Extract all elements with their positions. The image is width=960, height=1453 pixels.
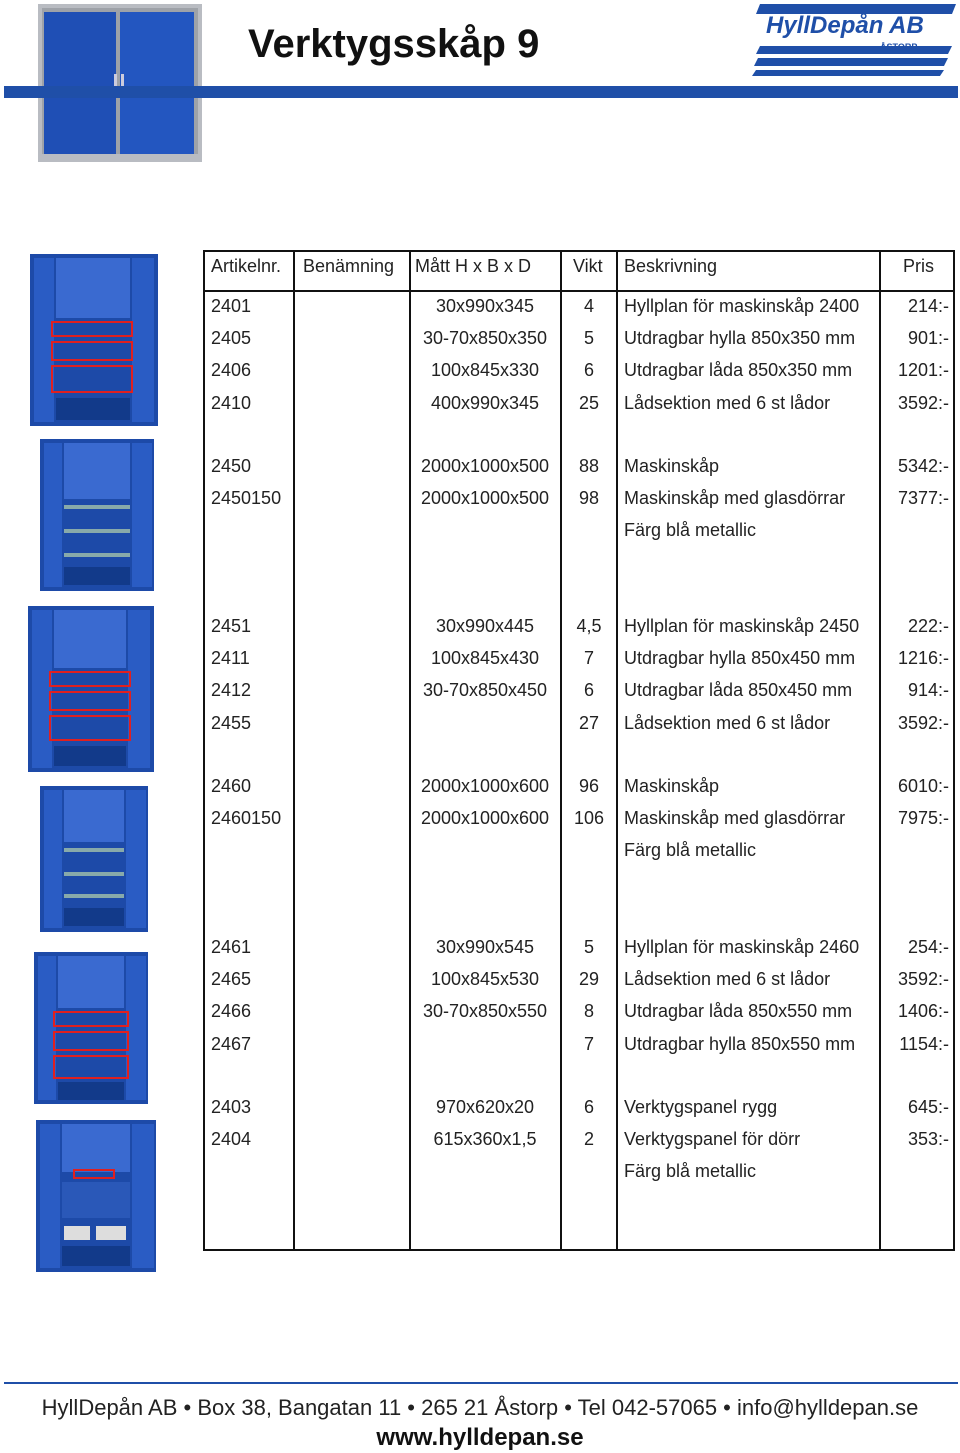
- cell-article-number: 2405: [211, 328, 252, 349]
- product-image-2451: [26, 604, 156, 774]
- cell-price: 914:-: [907, 680, 949, 701]
- cell-weight: 6: [583, 1097, 594, 1117]
- product-image-2403: [34, 1118, 158, 1274]
- cell-price: 7377:-: [897, 488, 949, 509]
- cell-description: Utdragbar låda 850x350 mm: [624, 360, 853, 381]
- cell-article-number: 2403: [211, 1097, 252, 1117]
- cell-price: 645:-: [907, 1097, 949, 1117]
- cell-weight: 98: [578, 488, 600, 509]
- cell-description: Maskinskåp: [624, 776, 720, 796]
- cabinet-photo: [38, 4, 202, 162]
- cell-price: 6010:-: [897, 776, 949, 796]
- cell-description: Utdragbar hylla 850x550 mm: [624, 1033, 856, 1054]
- cell-article-number: 2451: [211, 616, 252, 636]
- cell-dimensions: 30x990x345: [435, 296, 535, 316]
- cell-dimensions: 615x360x1,5: [433, 1129, 537, 1150]
- cell-description: Utdragbar hylla 850x450 mm: [624, 648, 856, 669]
- column-header-description: Beskrivning: [624, 256, 718, 276]
- cell-description: Hyllplan för maskinskåp 2400: [624, 296, 860, 316]
- cell-dimensions: 400x990x345: [430, 392, 540, 413]
- cell-dimensions: 30x990x445: [435, 616, 535, 636]
- product-image-2461: [32, 950, 150, 1106]
- cell-weight: 5: [583, 328, 594, 349]
- cell-weight: 96: [578, 776, 600, 796]
- cell-article-number: 2401: [211, 296, 252, 316]
- cell-description: Maskinskåp med glasdörrar: [624, 808, 846, 829]
- cell-description: Hyllplan för maskinskåp 2460: [624, 937, 860, 957]
- cell-dimensions: 2000x1000x600: [420, 776, 550, 796]
- cell-dimensions: 30-70x850x550: [422, 1001, 548, 1022]
- cell-description: Färg blå metallic: [624, 840, 757, 861]
- cell-description: Maskinskåp: [624, 456, 720, 476]
- cell-description: Lådsektion med 6 st lådor: [624, 392, 831, 413]
- price-table: [203, 250, 955, 1251]
- column-header-article-number: Artikelnr.: [211, 256, 282, 276]
- cell-article-number: 2455: [211, 712, 252, 733]
- cell-description: Verktygspanel för dörr: [624, 1129, 801, 1150]
- cell-weight: 29: [578, 969, 600, 990]
- column-header-weight: Vikt: [573, 256, 603, 276]
- cell-dimensions: 30-70x850x450: [422, 680, 548, 701]
- cell-price: 214:-: [907, 296, 949, 316]
- cell-article-number: 2461: [211, 937, 252, 957]
- logo-text: HyllDepån AB: [766, 12, 924, 39]
- cell-article-number: 2412: [211, 680, 252, 701]
- cell-description: Hyllplan för maskinskåp 2450: [624, 616, 860, 636]
- product-image-2460: [38, 784, 150, 934]
- cell-article-number: 2466: [211, 1001, 252, 1022]
- cell-dimensions: 2000x1000x500: [420, 488, 550, 509]
- cell-article-number: 2467: [211, 1033, 252, 1054]
- cell-weight: 4,5: [576, 616, 602, 636]
- cell-article-number: 2411: [211, 648, 250, 669]
- cell-article-number: 2404: [211, 1129, 252, 1150]
- cell-weight: 8: [583, 1001, 594, 1022]
- cell-price: 222:-: [907, 616, 949, 636]
- footer-line: [4, 1382, 958, 1384]
- cell-weight: 2: [583, 1129, 594, 1150]
- cell-dimensions: 100x845x330: [430, 360, 540, 381]
- cell-dimensions: 30x990x545: [435, 937, 535, 957]
- cell-article-number: 2460: [211, 776, 252, 796]
- cell-price: 3592:-: [897, 392, 949, 413]
- cell-description: Utdragbar hylla 850x350 mm: [624, 328, 856, 349]
- header-bar: [4, 86, 958, 98]
- cell-description: Utdragbar låda 850x550 mm: [624, 1001, 853, 1022]
- cell-article-number: 2410: [211, 392, 252, 413]
- cell-description: Lådsektion med 6 st lådor: [624, 969, 831, 990]
- cell-price: 3592:-: [897, 712, 949, 733]
- cell-description: Färg blå metallic: [624, 1161, 757, 1182]
- logo-subtext: ÅSTORP: [880, 42, 918, 52]
- cell-article-number: 2450150: [211, 488, 282, 509]
- cell-price: 1154:-: [899, 1033, 949, 1054]
- cell-description: Lådsektion med 6 st lådor: [624, 712, 831, 733]
- cell-weight: 4: [583, 296, 594, 316]
- product-image-2400: [28, 252, 160, 428]
- cell-weight: 6: [583, 360, 594, 381]
- cell-description: Färg blå metallic: [624, 520, 757, 541]
- page-title: Verktygsskåp 9: [248, 22, 540, 66]
- column-header-name: Benämning: [303, 256, 395, 276]
- cell-price: 3592:-: [897, 969, 949, 990]
- cell-price: 901:-: [907, 328, 949, 349]
- cell-price: 5342:-: [897, 456, 949, 476]
- cell-dimensions: 2000x1000x500: [420, 456, 550, 476]
- cell-article-number: 2450: [211, 456, 252, 476]
- cell-price: 7975:-: [897, 808, 949, 829]
- cell-article-number: 2465: [211, 969, 252, 990]
- cell-dimensions: 30-70x850x350: [422, 328, 548, 349]
- cell-weight: 106: [573, 808, 605, 829]
- column-header-dimensions: Mått H x B x D: [415, 256, 532, 276]
- footer-address: HyllDepån AB • Box 38, Bangatan 11 • 265 21 Åstorp • Tel 042-57065 • info@hylldepan.se: [41, 1395, 919, 1420]
- cell-weight: 27: [578, 712, 600, 733]
- cell-price: 1406:-: [897, 1001, 949, 1022]
- cell-dimensions: 100x845x530: [430, 969, 540, 990]
- cell-price: 1216:-: [897, 648, 949, 669]
- cell-dimensions: 2000x1000x600: [420, 808, 550, 829]
- cell-description: Verktygspanel rygg: [624, 1097, 778, 1117]
- cell-description: Maskinskåp med glasdörrar: [624, 488, 846, 509]
- cell-article-number: 2406: [211, 360, 252, 381]
- cell-weight: 88: [578, 456, 600, 476]
- cell-article-number: 2460150: [211, 808, 282, 829]
- cell-weight: 25: [578, 392, 600, 413]
- cell-weight: 5: [583, 937, 594, 957]
- cell-dimensions: 100x845x430: [430, 648, 540, 669]
- footer-website: www.hylldepan.se: [376, 1424, 584, 1451]
- product-image-2450: [38, 437, 156, 593]
- cell-weight: 6: [583, 680, 594, 701]
- cell-weight: 7: [583, 1033, 594, 1054]
- cell-weight: 7: [583, 648, 594, 669]
- cell-dimensions: 970x620x20: [435, 1097, 535, 1117]
- cell-price: 254:-: [907, 937, 949, 957]
- column-header-price: Pris: [903, 256, 934, 276]
- company-logo: [752, 4, 956, 76]
- cell-price: 1201:-: [897, 360, 949, 381]
- cell-price: 353:-: [907, 1129, 949, 1150]
- cell-description: Utdragbar låda 850x450 mm: [624, 680, 853, 701]
